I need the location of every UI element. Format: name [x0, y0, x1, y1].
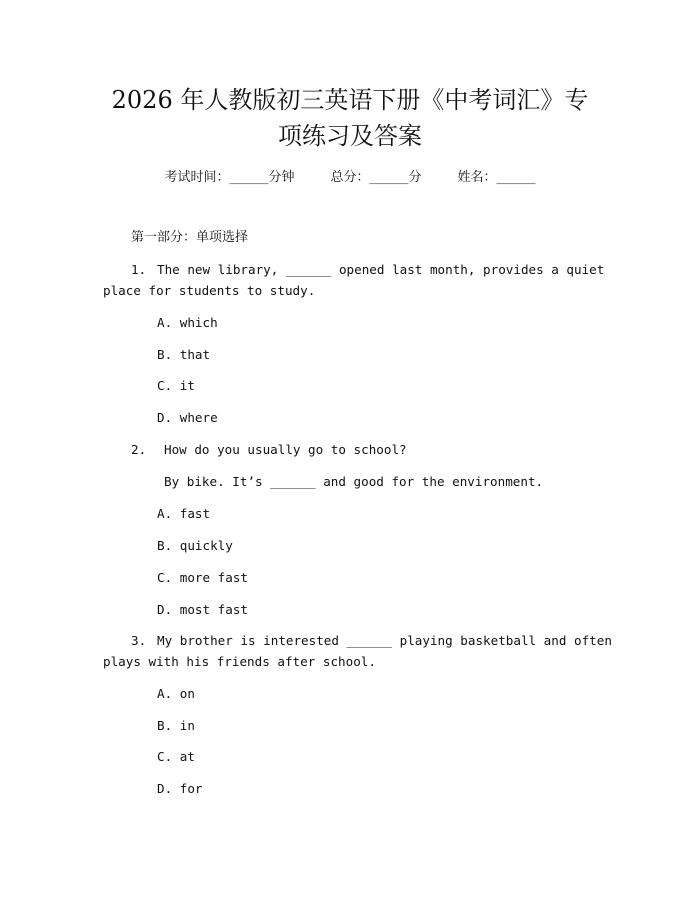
question-2-option-d: D. most fast — [157, 602, 248, 617]
question-1-stem-line-2: place for students to study. — [103, 283, 316, 298]
question-3-number: 3. — [131, 633, 147, 648]
question-1-option-d: D. where — [157, 410, 218, 425]
question-3-option-b: B. in — [157, 718, 195, 733]
question-2-option-a: A. fast — [157, 506, 211, 521]
question-3-stem-line-2: plays with his friends after school. — [103, 654, 376, 669]
question-2-number: 2. — [131, 442, 147, 457]
question-3-option-d: D. for — [157, 781, 203, 796]
document-title-line-2: 项练习及答案 — [278, 122, 422, 150]
question-2-option-b: B. quickly — [157, 538, 233, 553]
question-2-stem-line-2: By bike. It’s ______ and good for the environment. — [164, 474, 544, 489]
question-1-option-b: B. that — [157, 347, 211, 362]
exam-time-label: 考试时间：______分钟 — [164, 170, 295, 185]
exam-meta-row — [0, 169, 700, 187]
question-3-option-a: A. on — [157, 686, 195, 701]
student-name-label: 姓名：______ — [457, 170, 536, 185]
section-title: 第一部分：单项选择 — [131, 230, 249, 245]
document-title-line-1: 2026 年人教版初三英语下册《中考词汇》专 — [111, 86, 589, 114]
question-1-option-c: C. it — [157, 378, 195, 393]
total-score-label: 总分：______分 — [330, 170, 422, 185]
question-3-stem-line-1: My brother is interested ______ playing basketball and often — [157, 633, 612, 648]
question-1-option-a: A. which — [157, 315, 218, 330]
question-2-option-c: C. more fast — [157, 570, 248, 585]
question-3-option-c: C. at — [157, 749, 195, 764]
question-2-stem-line-1: How do you usually go to school? — [164, 442, 407, 457]
question-1-number: 1. — [131, 262, 147, 277]
question-1-stem-line-1: The new library, ______ opened last month, provides a quiet — [157, 262, 605, 277]
